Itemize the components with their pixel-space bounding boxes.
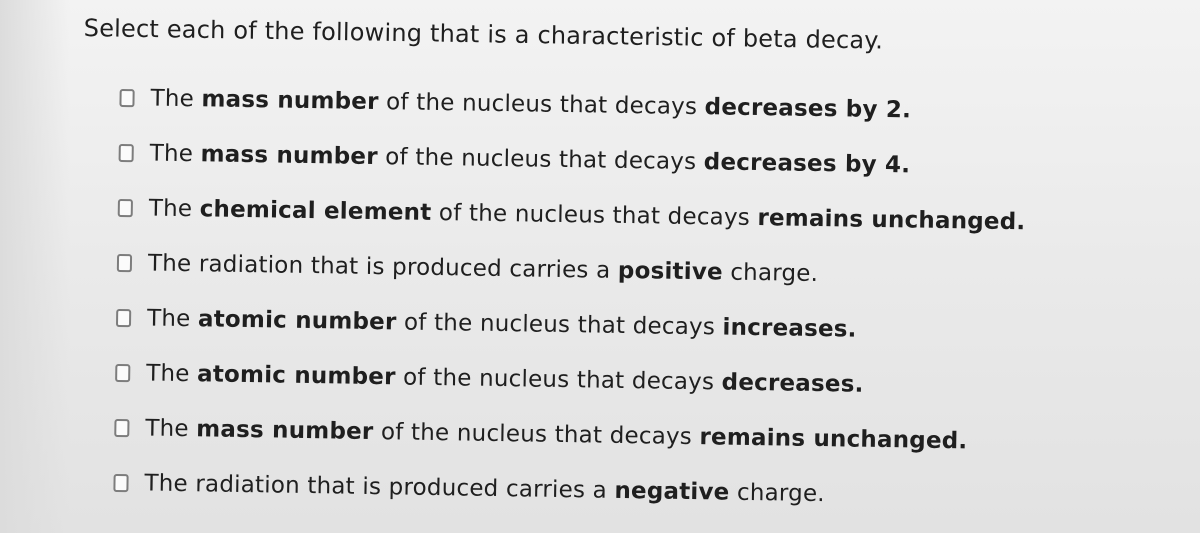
option-3-text-2: chemical element xyxy=(199,195,432,226)
option-2-text-3: of the nucleus that decays xyxy=(377,143,705,175)
option-1-label xyxy=(150,85,911,123)
option-1-text-4: decreases by 2. xyxy=(704,93,912,123)
option-6-text-1: The xyxy=(146,359,198,387)
option-5-label xyxy=(147,305,857,342)
option-3-label xyxy=(149,195,1026,235)
option-7-text-3: of the nucleus that decays xyxy=(373,418,700,450)
checkbox-8[interactable] xyxy=(113,473,128,491)
option-8-text-3: charge. xyxy=(729,479,826,507)
options-list xyxy=(113,70,1180,527)
option-3-text-3: of the nucleus that decays xyxy=(431,199,758,231)
option-8-text-1: The radiation that is produced carries a xyxy=(144,469,615,504)
option-7-text-2: mass number xyxy=(196,415,374,445)
option-8-text-2: negative xyxy=(614,477,730,506)
option-3-text-4: remains unchanged. xyxy=(757,204,1026,235)
option-1-text-3: of the nucleus that decays xyxy=(378,88,705,120)
option-5-text-2: atomic number xyxy=(197,305,397,335)
checkbox-6[interactable] xyxy=(115,363,130,381)
option-1-text-2: mass number xyxy=(201,85,379,115)
option-4-text-1: The radiation that is produced carries a xyxy=(147,249,619,284)
checkbox-4[interactable] xyxy=(117,253,132,271)
option-1-text-1: The xyxy=(150,84,202,112)
option-8-label xyxy=(144,470,825,507)
checkbox-1[interactable] xyxy=(119,88,134,106)
option-7-label xyxy=(145,415,967,454)
checkbox-5[interactable] xyxy=(116,308,131,326)
checkbox-7[interactable] xyxy=(114,418,129,436)
option-2-text-2: mass number xyxy=(200,140,378,170)
option-6-label xyxy=(146,360,864,397)
option-6-text-4: decreases. xyxy=(721,368,864,398)
checkbox-2[interactable] xyxy=(119,143,134,161)
option-5-text-1: The xyxy=(146,304,199,332)
option-4-text-2: positive xyxy=(617,257,724,285)
option-2-text-1: The xyxy=(149,139,201,167)
question-prompt: Select each of the following that is a characteristic of beta decay. xyxy=(83,14,884,55)
option-2-text-4: decreases by 4. xyxy=(703,148,911,178)
option-5-text-3: of the nucleus that decays xyxy=(396,308,723,340)
option-6-text-2: atomic number xyxy=(196,360,396,390)
option-7-text-1: The xyxy=(145,414,197,442)
option-7-text-4: remains unchanged. xyxy=(699,423,968,454)
option-4-label xyxy=(148,250,819,287)
option-6-text-3: of the nucleus that decays xyxy=(395,363,722,395)
option-3-text-1: The xyxy=(148,194,200,222)
checkbox-3[interactable] xyxy=(118,198,133,216)
option-2-label xyxy=(149,140,910,178)
option-4-text-3: charge. xyxy=(722,258,819,287)
option-5-text-4: increases. xyxy=(722,313,857,343)
